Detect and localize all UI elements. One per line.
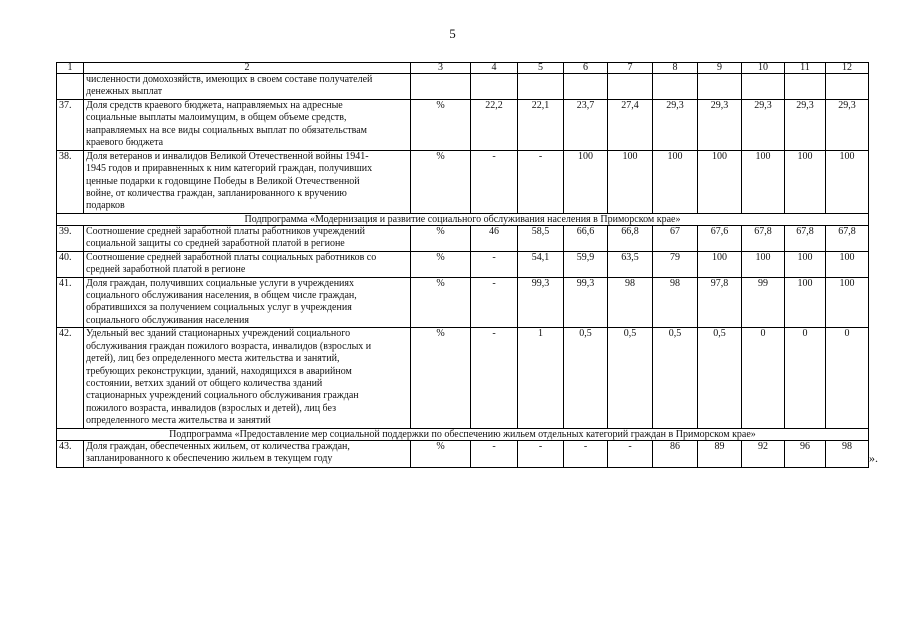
value-cell: 89 <box>698 440 742 467</box>
indicator-name: Соотношение средней заработной платы работников учреждений социальной защиты со средней заработной платой в регионе <box>84 225 411 251</box>
value-cell: 0,5 <box>608 328 653 428</box>
value-cell: 100 <box>742 150 785 213</box>
table-row <box>57 225 869 251</box>
row-number: 40. <box>57 251 84 277</box>
value-cell: 86 <box>653 440 698 467</box>
value-cell <box>698 74 742 100</box>
unit: % <box>411 277 471 328</box>
value-cell: 46 <box>471 225 518 251</box>
value-cell: 0 <box>826 328 869 428</box>
value-cell: 67,8 <box>826 225 869 251</box>
value-cell: 29,3 <box>785 99 826 150</box>
subprogram-row <box>57 428 869 440</box>
value-cell: 27,4 <box>608 99 653 150</box>
value-cell: 99,3 <box>564 277 608 328</box>
row-number: 39. <box>57 225 84 251</box>
value-cell: 100 <box>826 277 869 328</box>
value-cell: 100 <box>742 251 785 277</box>
value-cell: 100 <box>826 150 869 213</box>
value-cell: - <box>471 277 518 328</box>
value-cell: 29,3 <box>698 99 742 150</box>
unit: % <box>411 251 471 277</box>
row-number: 42. <box>57 328 84 428</box>
column-number-header: 1 <box>57 63 84 74</box>
value-cell: 100 <box>698 150 742 213</box>
subprogram-title: Подпрограмма «Предоставление мер социальной поддержки по обеспечению жильем отдельных категорий граждан в Приморском крае» <box>57 428 869 440</box>
indicator-name: Удельный вес зданий стационарных учреждений социального обслуживания граждан пожилого возраста, инвалидов (взрослых и детей), лиц без определенного места жительства и занятий, требующих реконструкции, зданий, находящихся в аварийном состоянии, ветхих зданий от общего количества зданий стационарных учреждений социального обслуживания граждан пожилого возраста, инвалидов (взрослых и детей), лиц без определенного места жительства и занятий <box>84 328 411 428</box>
value-cell <box>785 74 826 100</box>
value-cell: - <box>471 150 518 213</box>
column-number-header: 11 <box>785 63 826 74</box>
value-cell: 100 <box>698 251 742 277</box>
value-cell: 96 <box>785 440 826 467</box>
table-row <box>57 440 869 467</box>
indicator-name: Доля ветеранов и инвалидов Великой Отечественной войны 1941- 1945 годов и приравненных к ним категорий граждан, получивших ценные подарки к годовщине Победы в Великой Отечественной войне, от количества граждан, запланированного к вручению подарков <box>84 150 411 213</box>
row-number <box>57 74 84 100</box>
value-cell: - <box>564 440 608 467</box>
subprogram-row <box>57 213 869 225</box>
value-cell: 67,8 <box>785 225 826 251</box>
column-number-header: 8 <box>653 63 698 74</box>
column-number-header: 2 <box>84 63 411 74</box>
value-cell: 54,1 <box>518 251 564 277</box>
indicator-name: численности домохозяйств, имеющих в своем составе получателей денежных выплат <box>84 74 411 100</box>
value-cell <box>564 74 608 100</box>
value-cell: 0 <box>785 328 826 428</box>
column-number-header: 10 <box>742 63 785 74</box>
value-cell: 0 <box>742 328 785 428</box>
row-number: 38. <box>57 150 84 213</box>
value-cell: 22,2 <box>471 99 518 150</box>
unit: % <box>411 150 471 213</box>
value-cell: - <box>471 440 518 467</box>
table-row <box>57 99 869 150</box>
column-number-header: 9 <box>698 63 742 74</box>
unit: % <box>411 328 471 428</box>
value-cell: 1 <box>518 328 564 428</box>
indicator-name: Доля средств краевого бюджета, направляемых на адресные социальные выплаты малоимущим, в общем объеме средств, направляемых на все виды социальных выплат по обязательствам краевого бюджета <box>84 99 411 150</box>
subprogram-title: Подпрограмма «Модернизация и развитие социального обслуживания населения в Приморском крае» <box>57 213 869 225</box>
row-number: 43. <box>57 440 84 467</box>
unit: % <box>411 440 471 467</box>
value-cell: 97,8 <box>698 277 742 328</box>
value-cell: - <box>518 440 564 467</box>
value-cell: 0,5 <box>698 328 742 428</box>
table-row <box>57 251 869 277</box>
value-cell: 58,5 <box>518 225 564 251</box>
value-cell: 22,1 <box>518 99 564 150</box>
value-cell <box>518 74 564 100</box>
table-row <box>57 150 869 213</box>
value-cell <box>471 74 518 100</box>
value-cell: - <box>471 251 518 277</box>
value-cell: 29,3 <box>826 99 869 150</box>
column-number-header: 6 <box>564 63 608 74</box>
unit: % <box>411 99 471 150</box>
value-cell: - <box>608 440 653 467</box>
value-cell: 99,3 <box>518 277 564 328</box>
value-cell <box>608 74 653 100</box>
value-cell: 66,6 <box>564 225 608 251</box>
value-cell: 59,9 <box>564 251 608 277</box>
value-cell: 100 <box>785 251 826 277</box>
value-cell: 0,5 <box>653 328 698 428</box>
indicators-table <box>56 62 869 468</box>
value-cell: 66,8 <box>608 225 653 251</box>
column-number-header: 4 <box>471 63 518 74</box>
value-cell: 98 <box>653 277 698 328</box>
unit <box>411 74 471 100</box>
value-cell <box>826 74 869 100</box>
value-cell: 29,3 <box>653 99 698 150</box>
value-cell: 92 <box>742 440 785 467</box>
value-cell: - <box>518 150 564 213</box>
value-cell: 63,5 <box>608 251 653 277</box>
indicator-name: Доля граждан, получивших социальные услуги в учреждениях социального обслуживания населения, в общем числе граждан, обратившихся за получением социальных услуг в учреждения социального обслуживания населения <box>84 277 411 328</box>
row-number: 41. <box>57 277 84 328</box>
row-number: 37. <box>57 99 84 150</box>
value-cell: 0,5 <box>564 328 608 428</box>
value-cell: 67 <box>653 225 698 251</box>
value-cell: 23,7 <box>564 99 608 150</box>
page-number: 5 <box>449 26 456 41</box>
column-number-header: 7 <box>608 63 653 74</box>
column-number-header: 12 <box>826 63 869 74</box>
value-cell: 67,8 <box>742 225 785 251</box>
value-cell: - <box>471 328 518 428</box>
value-cell: 99 <box>742 277 785 328</box>
value-cell: 100 <box>785 150 826 213</box>
table-row <box>57 74 869 100</box>
value-cell <box>742 74 785 100</box>
value-cell: 100 <box>785 277 826 328</box>
value-cell: 98 <box>608 277 653 328</box>
column-number-header: 3 <box>411 63 471 74</box>
value-cell: 79 <box>653 251 698 277</box>
closing-quote-mark: ». <box>869 451 878 465</box>
value-cell: 67,6 <box>698 225 742 251</box>
unit: % <box>411 225 471 251</box>
table-row <box>57 277 869 328</box>
value-cell: 29,3 <box>742 99 785 150</box>
column-number-header: 5 <box>518 63 564 74</box>
value-cell: 100 <box>564 150 608 213</box>
value-cell <box>653 74 698 100</box>
indicator-name: Соотношение средней заработной платы социальных работников со средней заработной платой в регионе <box>84 251 411 277</box>
column-numbers-row <box>57 63 869 74</box>
value-cell: 100 <box>608 150 653 213</box>
table-row <box>57 328 869 428</box>
value-cell: 100 <box>653 150 698 213</box>
indicator-name: Доля граждан, обеспеченных жильем, от количества граждан, запланированного к обеспечению жильем в текущем году <box>84 440 411 467</box>
value-cell: 100 <box>826 251 869 277</box>
value-cell: 98 <box>826 440 869 467</box>
